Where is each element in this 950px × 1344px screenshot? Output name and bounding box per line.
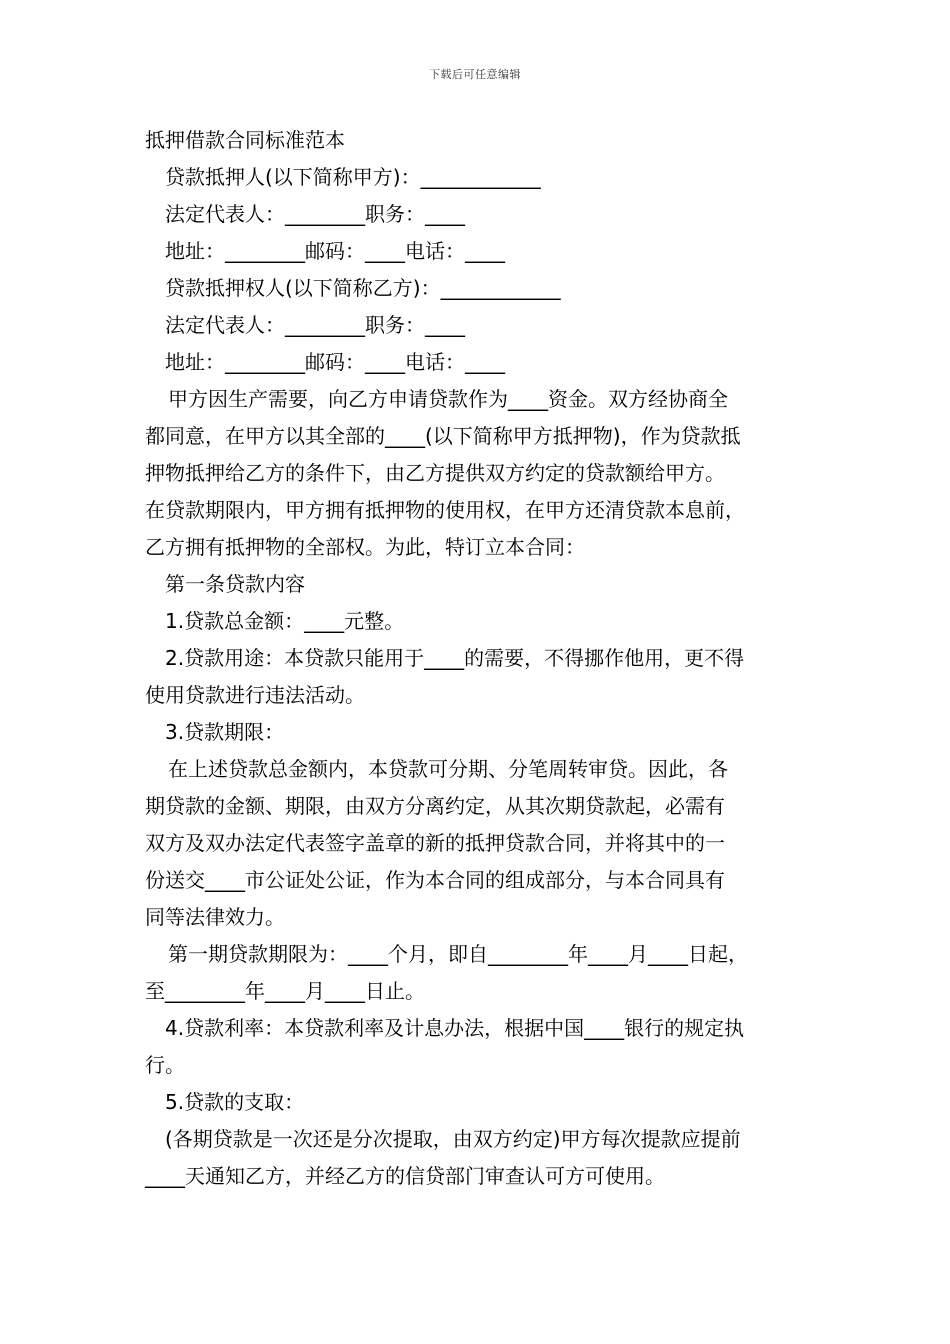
- intro-line: 在贷款期限内，甲方拥有抵押物的使用权，在甲方还清贷款本息前，: [145, 498, 745, 522]
- party-a-address-line: 地址：________邮码：____电话：____: [165, 239, 505, 263]
- loan-term-item: 3.贷款期限：: [165, 720, 285, 744]
- article-heading: 第一条贷款内容: [165, 572, 305, 596]
- intro-line: 甲方因生产需要，向乙方申请贷款作为____资金。双方经协商全: [168, 387, 728, 411]
- first-term-line: 第一期贷款期限为：____个月，即自________年____月____日起，: [168, 942, 748, 966]
- term-paragraph-line: 期贷款的金额、期限，由双方分离约定，从其次期贷款起，必需有: [145, 794, 725, 818]
- interest-rate-item-cont: 行。: [145, 1053, 185, 1077]
- page-header: 下载后可任意编辑: [429, 68, 521, 81]
- withdrawal-item: 5.贷款的支取：: [165, 1090, 305, 1114]
- intro-line: 都同意，在甲方以其全部的____(以下简称甲方抵押物)，作为贷款抵: [145, 424, 741, 448]
- party-b-representative-line: 法定代表人：________职务：____: [165, 313, 465, 337]
- term-paragraph-line: 同等法律效力。: [145, 905, 285, 929]
- party-b-name-line: 贷款抵押权人(以下简称乙方)：____________: [165, 276, 561, 300]
- loan-amount-item: 1.贷款总金额：____元整。: [165, 609, 405, 633]
- withdrawal-paragraph-line: ____天通知乙方，并经乙方的信贷部门审查认可方可使用。: [145, 1164, 665, 1188]
- contract-body: [145, 122, 825, 1195]
- term-paragraph-line: 双方及双办法定代表签字盖章的新的抵押贷款合同，并将其中的一: [145, 831, 725, 855]
- document-title: 抵押借款合同标准范本: [145, 128, 345, 152]
- term-paragraph-line: 在上述贷款总金额内，本贷款可分期、分笔周转审贷。因此，各: [168, 757, 728, 781]
- withdrawal-paragraph-line: (各期贷款是一次还是分次提取，由双方约定)甲方每次提款应提前: [165, 1127, 741, 1151]
- party-a-representative-line: 法定代表人：________职务：____: [165, 202, 465, 226]
- party-b-address-line: 地址：________邮码：____电话：____: [165, 350, 505, 374]
- intro-line: 乙方拥有抵押物的全部权。为此，特订立本合同：: [145, 535, 585, 559]
- intro-line: 押物抵押给乙方的条件下，由乙方提供双方约定的贷款额给甲方。: [145, 461, 725, 485]
- first-term-line: 至________年____月____日止。: [145, 979, 425, 1003]
- loan-purpose-item: 2.贷款用途：本贷款只能用于____的需要，不得挪作他用，更不得: [165, 646, 745, 670]
- loan-purpose-item-cont: 使用贷款进行违法活动。: [145, 683, 365, 707]
- term-paragraph-line: 份送交____市公证处公证，作为本合同的组成部分，与本合同具有: [145, 868, 725, 892]
- party-a-name-line: 贷款抵押人(以下简称甲方)：____________: [165, 165, 541, 189]
- interest-rate-item: 4.贷款利率：本贷款利率及计息办法，根据中国____银行的规定执: [165, 1016, 745, 1040]
